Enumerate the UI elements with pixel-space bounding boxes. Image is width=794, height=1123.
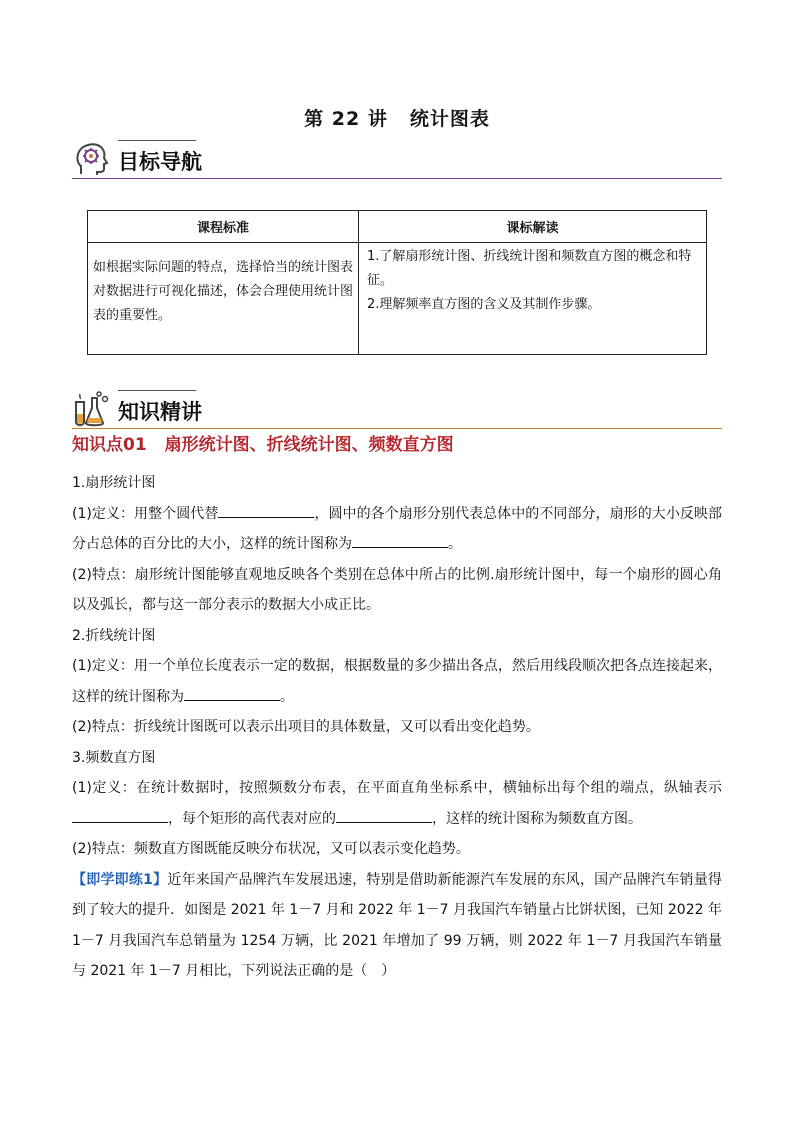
exercise-text: 近年来国产品牌汽车发展迅速，特别是借助新能源汽车发展的东风，国产品牌汽车销量得到了较大的提升．如图是 2021 年 1－7 月和 2022 年 1－7 月我国汽车销量占比饼状图，已知 2022 年 1－7 月我国汽车总销量为 1254 万辆，比 2021 年增加了 99 万辆，则 2022 年 1－7 月我国汽车销量与 2021 年 1－7 月相比，下列说法正确的是（ ） — [72, 871, 722, 979]
fill-in-blank — [72, 808, 168, 823]
definition-paragraph: (1)定义：在统计数据时，按照频数分布表，在平面直角坐标系中，横轴标出每个组的端点，纵轴表示，每个矩形的高代表对应的 ，这样的统计图称为频数直方图。 — [72, 780, 722, 827]
section-title: 目标导航 — [118, 150, 202, 174]
lecture-number: 第 22 讲 — [304, 108, 388, 130]
table-row — [88, 243, 707, 355]
section-divider — [72, 428, 722, 429]
table-header: 课标解读 — [359, 211, 707, 243]
table-header: 课程标准 — [88, 211, 359, 243]
knowledge-point-number: 知识点01 — [72, 435, 147, 455]
section-header-knowledge — [72, 390, 722, 430]
fill-in-blank — [218, 503, 314, 518]
lab-flask-icon — [72, 390, 112, 428]
head-gear-icon — [72, 140, 112, 178]
section-decor-line — [118, 140, 196, 141]
interpretation-item: 2.理解频率直方图的含义及其制作步骤。 — [367, 297, 601, 312]
fill-in-blank — [352, 533, 448, 548]
knowledge-point-name: 扇形统计图、折线统计图、频数直方图 — [164, 435, 454, 455]
definition-paragraph: (1)定义：用一个单位长度表示一定的数据，根据数量的多少描出各点，然后用线段顺次把各点连接起来，这样的统计图称为 。 — [72, 658, 722, 705]
section-header-goals — [72, 140, 722, 180]
knowledge-point-title — [72, 430, 454, 455]
lesson-content — [72, 468, 722, 987]
table-cell-standard: 如根据实际问题的特点，选择恰当的统计图表对数据进行可视化描述，体会合理使用统计图表的重要性。 — [88, 243, 359, 355]
exercise-paragraph — [72, 865, 722, 987]
definition-paragraph: (1)定义：用整个圆代替 ，圆中的各个扇形分别代表总体中的不同部分，扇形的大小反映部分占总体的百分比的大小，这样的统计图称为 。 — [72, 499, 722, 560]
feature-paragraph: (2)特点：频数直方图既能反映分布状况，又可以表示变化趋势。 — [72, 841, 470, 857]
standards-table — [87, 210, 707, 355]
page-title — [0, 104, 794, 131]
lecture-topic: 统计图表 — [409, 108, 490, 130]
interpretation-item: 1.了解扇形统计图、折线统计图和频数直方图的概念和特征。 — [367, 249, 692, 288]
subsection-title: 3.频数直方图 — [72, 749, 156, 766]
feature-paragraph: (2)特点：扇形统计图能够直观地反映各个类别在总体中所占的比例.扇形统计图中，每一个扇形的圆心角以及弧长，都与这一部分表示的数据大小成正比。 — [72, 566, 722, 613]
fill-in-blank — [336, 808, 432, 823]
section-divider — [72, 178, 722, 179]
exercise-tag: 【即学即练1】 — [72, 871, 168, 888]
subsection-title: 2.折线统计图 — [72, 627, 156, 644]
table-header-row — [88, 211, 707, 243]
feature-paragraph: (2)特点：折线统计图既可以表示出项目的具体数量，又可以看出变化趋势。 — [72, 719, 540, 735]
section-title: 知识精讲 — [118, 400, 202, 424]
table-cell-interpretation — [359, 243, 707, 355]
subsection-title: 1.扇形统计图 — [72, 475, 156, 491]
fill-in-blank — [184, 686, 280, 701]
section-decor-line — [118, 390, 196, 391]
